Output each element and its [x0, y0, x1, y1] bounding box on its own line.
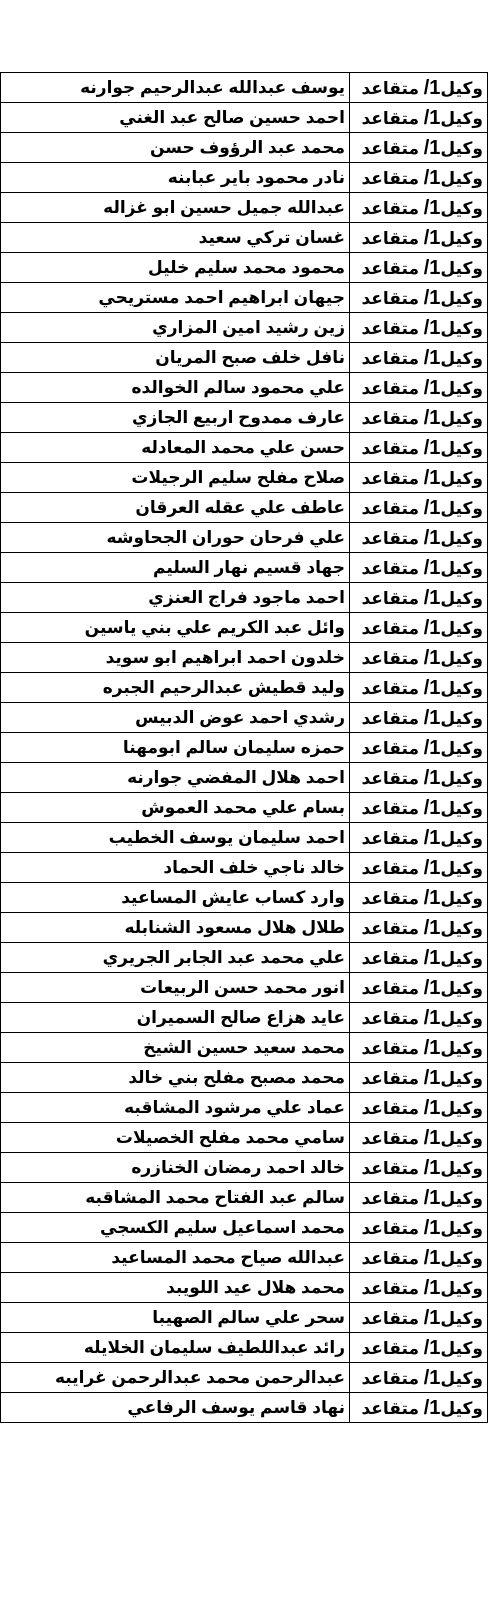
rank-status: متقاعد	[361, 888, 424, 908]
name-cell: احمد حسين صالح عبد الغني	[1, 103, 350, 133]
rank-status: متقاعد	[361, 228, 424, 248]
name-cell: بسام علي محمد العموش	[1, 793, 350, 823]
table-row	[1, 313, 488, 343]
rank-title: وكيل	[440, 1368, 483, 1388]
table-row	[1, 1303, 488, 1333]
table-row	[1, 103, 488, 133]
rank-title: وكيل	[440, 528, 483, 548]
table-row	[1, 343, 488, 373]
rank-status: متقاعد	[361, 918, 424, 938]
name-cell: انور محمد حسن الربيعات	[1, 973, 350, 1003]
rank-number: 1/	[423, 1186, 441, 1209]
rank-cell	[350, 223, 488, 253]
rank-number: 1/	[423, 256, 441, 279]
name-cell: عارف ممدوح اربيع الجازي	[1, 403, 350, 433]
rank-cell	[350, 583, 488, 613]
rank-cell	[350, 73, 488, 103]
rank-number: 1/	[423, 586, 441, 609]
table-row	[1, 493, 488, 523]
name-cell: حمزه سليمان سالم ابومهنا	[1, 733, 350, 763]
rank-status: متقاعد	[361, 1278, 424, 1298]
table-row	[1, 973, 488, 1003]
table-row	[1, 1363, 488, 1393]
name-cell: محمود محمد سليم خليل	[1, 253, 350, 283]
table-row	[1, 373, 488, 403]
rank-status: متقاعد	[361, 588, 424, 608]
rank-number: 1/	[423, 286, 441, 309]
rank-status: متقاعد	[361, 348, 424, 368]
rank-cell	[350, 133, 488, 163]
rank-status: متقاعد	[361, 498, 424, 518]
name-cell: محمد عبد الرؤوف حسن	[1, 133, 350, 163]
rank-status: متقاعد	[361, 318, 424, 338]
personnel-table	[0, 72, 488, 1423]
rank-status: متقاعد	[361, 1158, 424, 1178]
rank-status: متقاعد	[361, 648, 424, 668]
rank-title: وكيل	[440, 258, 483, 278]
rank-cell	[350, 823, 488, 853]
rank-title: وكيل	[440, 168, 483, 188]
rank-title: وكيل	[440, 1308, 483, 1328]
rank-number: 1/	[423, 556, 441, 579]
rank-number: 1/	[423, 826, 441, 849]
rank-title: وكيل	[440, 408, 483, 428]
rank-number: 1/	[423, 466, 441, 489]
rank-title: وكيل	[440, 1038, 483, 1058]
rank-number: 1/	[423, 316, 441, 339]
rank-number: 1/	[423, 496, 441, 519]
rank-title: وكيل	[440, 1098, 483, 1118]
rank-cell	[350, 1273, 488, 1303]
name-cell: وائل عبد الكريم علي بني ياسين	[1, 613, 350, 643]
rank-status: متقاعد	[361, 408, 424, 428]
rank-cell	[350, 1333, 488, 1363]
table-row	[1, 403, 488, 433]
rank-cell	[350, 403, 488, 433]
rank-number: 1/	[423, 106, 441, 129]
rank-number: 1/	[423, 1216, 441, 1239]
rank-status: متقاعد	[361, 828, 424, 848]
rank-title: وكيل	[440, 78, 483, 98]
rank-number: 1/	[423, 706, 441, 729]
rank-status: متقاعد	[361, 708, 424, 728]
rank-number: 1/	[423, 886, 441, 909]
table-row	[1, 193, 488, 223]
table-row	[1, 463, 488, 493]
table-body	[1, 73, 488, 1423]
rank-number: 1/	[423, 226, 441, 249]
rank-number: 1/	[423, 406, 441, 429]
rank-cell	[350, 343, 488, 373]
name-cell: عاطف علي عقله العرقان	[1, 493, 350, 523]
rank-number: 1/	[423, 1276, 441, 1299]
rank-cell	[350, 793, 488, 823]
name-cell: سحر علي سالم الصهيبا	[1, 1303, 350, 1333]
table-row	[1, 1153, 488, 1183]
rank-title: وكيل	[440, 1188, 483, 1208]
name-cell: حسن علي محمد المعادله	[1, 433, 350, 463]
name-cell: وليد قطيش عبدالرحيم الجبره	[1, 673, 350, 703]
table-row	[1, 1393, 488, 1423]
rank-title: وكيل	[440, 438, 483, 458]
table-row	[1, 1333, 488, 1363]
table-row	[1, 253, 488, 283]
table-row	[1, 1273, 488, 1303]
rank-cell	[350, 1363, 488, 1393]
name-cell: عبدالله صياح محمد المساعيد	[1, 1243, 350, 1273]
table-row	[1, 553, 488, 583]
name-cell: محمد سعيد حسين الشيخ	[1, 1033, 350, 1063]
rank-title: وكيل	[440, 1278, 483, 1298]
rank-title: وكيل	[440, 1398, 483, 1418]
rank-status: متقاعد	[361, 678, 424, 698]
rank-number: 1/	[423, 736, 441, 759]
rank-cell	[350, 493, 488, 523]
name-cell: زين رشيد امين المزاري	[1, 313, 350, 343]
table-row	[1, 133, 488, 163]
rank-status: متقاعد	[361, 1008, 424, 1028]
rank-title: وكيل	[440, 768, 483, 788]
rank-number: 1/	[423, 916, 441, 939]
rank-cell	[350, 1393, 488, 1423]
name-cell: محمد اسماعيل سليم الكسجي	[1, 1213, 350, 1243]
rank-status: متقاعد	[361, 1218, 424, 1238]
rank-cell	[350, 373, 488, 403]
name-cell: احمد هلال المفضي جوارنه	[1, 763, 350, 793]
table-row	[1, 943, 488, 973]
rank-status: متقاعد	[361, 1368, 424, 1388]
table-row	[1, 433, 488, 463]
rank-number: 1/	[423, 1156, 441, 1179]
name-cell: علي محمد عبد الجابر الجريري	[1, 943, 350, 973]
rank-number: 1/	[423, 976, 441, 999]
rank-title: وكيل	[440, 1158, 483, 1178]
rank-status: متقاعد	[361, 138, 424, 158]
rank-status: متقاعد	[361, 1398, 424, 1418]
rank-title: وكيل	[440, 1128, 483, 1148]
rank-status: متقاعد	[361, 378, 424, 398]
rank-number: 1/	[423, 436, 441, 459]
rank-number: 1/	[423, 526, 441, 549]
table-row	[1, 703, 488, 733]
table-row	[1, 673, 488, 703]
name-cell: احمد ماجود فراج العنزي	[1, 583, 350, 613]
name-cell: سامي محمد مفلح الخصيلات	[1, 1123, 350, 1153]
rank-status: متقاعد	[361, 858, 424, 878]
rank-cell	[350, 433, 488, 463]
rank-title: وكيل	[440, 228, 483, 248]
rank-number: 1/	[423, 1036, 441, 1059]
rank-number: 1/	[423, 1366, 441, 1389]
rank-title: وكيل	[440, 918, 483, 938]
table-row	[1, 793, 488, 823]
rank-title: وكيل	[440, 378, 483, 398]
rank-number: 1/	[423, 1306, 441, 1329]
rank-number: 1/	[423, 1246, 441, 1269]
rank-number: 1/	[423, 646, 441, 669]
name-cell: خالد ناجي خلف الحماد	[1, 853, 350, 883]
name-cell: جهاد قسيم نهار السليم	[1, 553, 350, 583]
rank-number: 1/	[423, 766, 441, 789]
rank-status: متقاعد	[361, 108, 424, 128]
rank-number: 1/	[423, 136, 441, 159]
name-cell: طلال هلال مسعود الشنابله	[1, 913, 350, 943]
rank-number: 1/	[423, 796, 441, 819]
rank-status: متقاعد	[361, 1128, 424, 1148]
rank-cell	[350, 1033, 488, 1063]
table-row	[1, 1063, 488, 1093]
rank-title: وكيل	[440, 588, 483, 608]
name-cell: وارد كساب عايش المساعيد	[1, 883, 350, 913]
name-cell: علي محمود سالم الخوالده	[1, 373, 350, 403]
table-row	[1, 1033, 488, 1063]
name-cell: علي فرحان حوران الجحاوشه	[1, 523, 350, 553]
name-cell: نادر محمود باير عبابنه	[1, 163, 350, 193]
name-cell: سالم عبد الفتاح محمد المشاقبه	[1, 1183, 350, 1213]
rank-status: متقاعد	[361, 168, 424, 188]
rank-cell	[350, 553, 488, 583]
rank-cell	[350, 283, 488, 313]
name-cell: عبدالرحمن محمد عبدالرحمن غرايبه	[1, 1363, 350, 1393]
rank-cell	[350, 643, 488, 673]
name-cell: صلاح مفلح سليم الرجيلات	[1, 463, 350, 493]
rank-number: 1/	[423, 1066, 441, 1089]
table-row	[1, 643, 488, 673]
table-row	[1, 1183, 488, 1213]
rank-status: متقاعد	[361, 438, 424, 458]
rank-number: 1/	[423, 376, 441, 399]
table-row	[1, 283, 488, 313]
rank-status: متقاعد	[361, 78, 424, 98]
rank-cell	[350, 1213, 488, 1243]
rank-status: متقاعد	[361, 1098, 424, 1118]
table-row	[1, 1093, 488, 1123]
rank-title: وكيل	[440, 558, 483, 578]
name-cell: خالد احمد رمضان الخنازره	[1, 1153, 350, 1183]
name-cell: عايد هزاع صالح السميران	[1, 1003, 350, 1033]
rank-cell	[350, 253, 488, 283]
rank-number: 1/	[423, 346, 441, 369]
table-row	[1, 733, 488, 763]
rank-title: وكيل	[440, 978, 483, 998]
rank-title: وكيل	[440, 888, 483, 908]
rank-title: وكيل	[440, 498, 483, 518]
name-cell: رائد عبداللطيف سليمان الخلايله	[1, 1333, 350, 1363]
name-cell: نهاد قاسم يوسف الرفاعي	[1, 1393, 350, 1423]
rank-cell	[350, 1093, 488, 1123]
rank-status: متقاعد	[361, 1038, 424, 1058]
rank-title: وكيل	[440, 648, 483, 668]
name-cell: غسان تركي سعيد	[1, 223, 350, 253]
rank-status: متقاعد	[361, 738, 424, 758]
rank-cell	[350, 913, 488, 943]
table-row	[1, 853, 488, 883]
rank-cell	[350, 1003, 488, 1033]
rank-number: 1/	[423, 856, 441, 879]
name-cell: عبدالله جميل حسين ابو غزاله	[1, 193, 350, 223]
rank-cell	[350, 1243, 488, 1273]
rank-status: متقاعد	[361, 618, 424, 638]
rank-status: متقاعد	[361, 528, 424, 548]
rank-title: وكيل	[440, 1068, 483, 1088]
rank-cell	[350, 463, 488, 493]
rank-cell	[350, 883, 488, 913]
rank-cell	[350, 193, 488, 223]
rank-title: وكيل	[440, 708, 483, 728]
rank-title: وكيل	[440, 678, 483, 698]
rank-number: 1/	[423, 946, 441, 969]
rank-cell	[350, 1063, 488, 1093]
rank-status: متقاعد	[361, 288, 424, 308]
table-row	[1, 163, 488, 193]
rank-title: وكيل	[440, 288, 483, 308]
table-row	[1, 523, 488, 553]
rank-status: متقاعد	[361, 468, 424, 488]
table-row	[1, 883, 488, 913]
rank-number: 1/	[423, 1336, 441, 1359]
rank-cell	[350, 523, 488, 553]
name-cell: عماد علي مرشود المشاقبه	[1, 1093, 350, 1123]
rank-cell	[350, 163, 488, 193]
rank-cell	[350, 973, 488, 1003]
rank-title: وكيل	[440, 858, 483, 878]
rank-cell	[350, 673, 488, 703]
rank-title: وكيل	[440, 1008, 483, 1028]
rank-cell	[350, 1183, 488, 1213]
rank-number: 1/	[423, 1126, 441, 1149]
name-cell: احمد سليمان يوسف الخطيب	[1, 823, 350, 853]
rank-number: 1/	[423, 196, 441, 219]
rank-title: وكيل	[440, 618, 483, 638]
rank-status: متقاعد	[361, 198, 424, 218]
rank-status: متقاعد	[361, 1248, 424, 1268]
rank-cell	[350, 313, 488, 343]
rank-status: متقاعد	[361, 1308, 424, 1328]
table-row	[1, 763, 488, 793]
rank-title: وكيل	[440, 738, 483, 758]
rank-number: 1/	[423, 616, 441, 639]
rank-cell	[350, 1123, 488, 1153]
rank-title: وكيل	[440, 798, 483, 818]
rank-title: وكيل	[440, 348, 483, 368]
rank-title: وكيل	[440, 318, 483, 338]
rank-number: 1/	[423, 166, 441, 189]
name-cell: يوسف عبدالله عبدالرحيم جوارنه	[1, 73, 350, 103]
rank-status: متقاعد	[361, 1068, 424, 1088]
table-row	[1, 1123, 488, 1153]
rank-cell	[350, 703, 488, 733]
table-row	[1, 613, 488, 643]
table-row	[1, 823, 488, 853]
rank-status: متقاعد	[361, 978, 424, 998]
rank-cell	[350, 763, 488, 793]
rank-title: وكيل	[440, 1218, 483, 1238]
rank-number: 1/	[423, 1396, 441, 1419]
rank-title: وكيل	[440, 828, 483, 848]
rank-title: وكيل	[440, 948, 483, 968]
rank-cell	[350, 1303, 488, 1333]
rank-number: 1/	[423, 676, 441, 699]
rank-cell	[350, 1153, 488, 1183]
rank-cell	[350, 853, 488, 883]
rank-title: وكيل	[440, 198, 483, 218]
name-cell: رشدي احمد عوض الدبيس	[1, 703, 350, 733]
rank-number: 1/	[423, 76, 441, 99]
rank-status: متقاعد	[361, 558, 424, 578]
name-cell: نافل خلف صبح المريان	[1, 343, 350, 373]
rank-title: وكيل	[440, 138, 483, 158]
rank-title: وكيل	[440, 1248, 483, 1268]
rank-number: 1/	[423, 1096, 441, 1119]
rank-number: 1/	[423, 1006, 441, 1029]
table-row	[1, 1003, 488, 1033]
rank-status: متقاعد	[361, 948, 424, 968]
rank-status: متقاعد	[361, 768, 424, 788]
rank-cell	[350, 943, 488, 973]
rank-title: وكيل	[440, 108, 483, 128]
name-cell: محمد مصبح مفلح بني خالد	[1, 1063, 350, 1093]
rank-cell	[350, 103, 488, 133]
rank-cell	[350, 733, 488, 763]
rank-status: متقاعد	[361, 1338, 424, 1358]
table-row	[1, 73, 488, 103]
rank-title: وكيل	[440, 1338, 483, 1358]
name-cell: جيهان ابراهيم احمد مستريحي	[1, 283, 350, 313]
name-cell: محمد هلال عيد اللويبد	[1, 1273, 350, 1303]
rank-status: متقاعد	[361, 258, 424, 278]
rank-status: متقاعد	[361, 1188, 424, 1208]
table-row	[1, 583, 488, 613]
rank-title: وكيل	[440, 468, 483, 488]
table-row	[1, 1243, 488, 1273]
name-cell: خلدون احمد ابراهيم ابو سويد	[1, 643, 350, 673]
table-row	[1, 1213, 488, 1243]
table-row	[1, 913, 488, 943]
rank-cell	[350, 613, 488, 643]
table-row	[1, 223, 488, 253]
rank-status: متقاعد	[361, 798, 424, 818]
